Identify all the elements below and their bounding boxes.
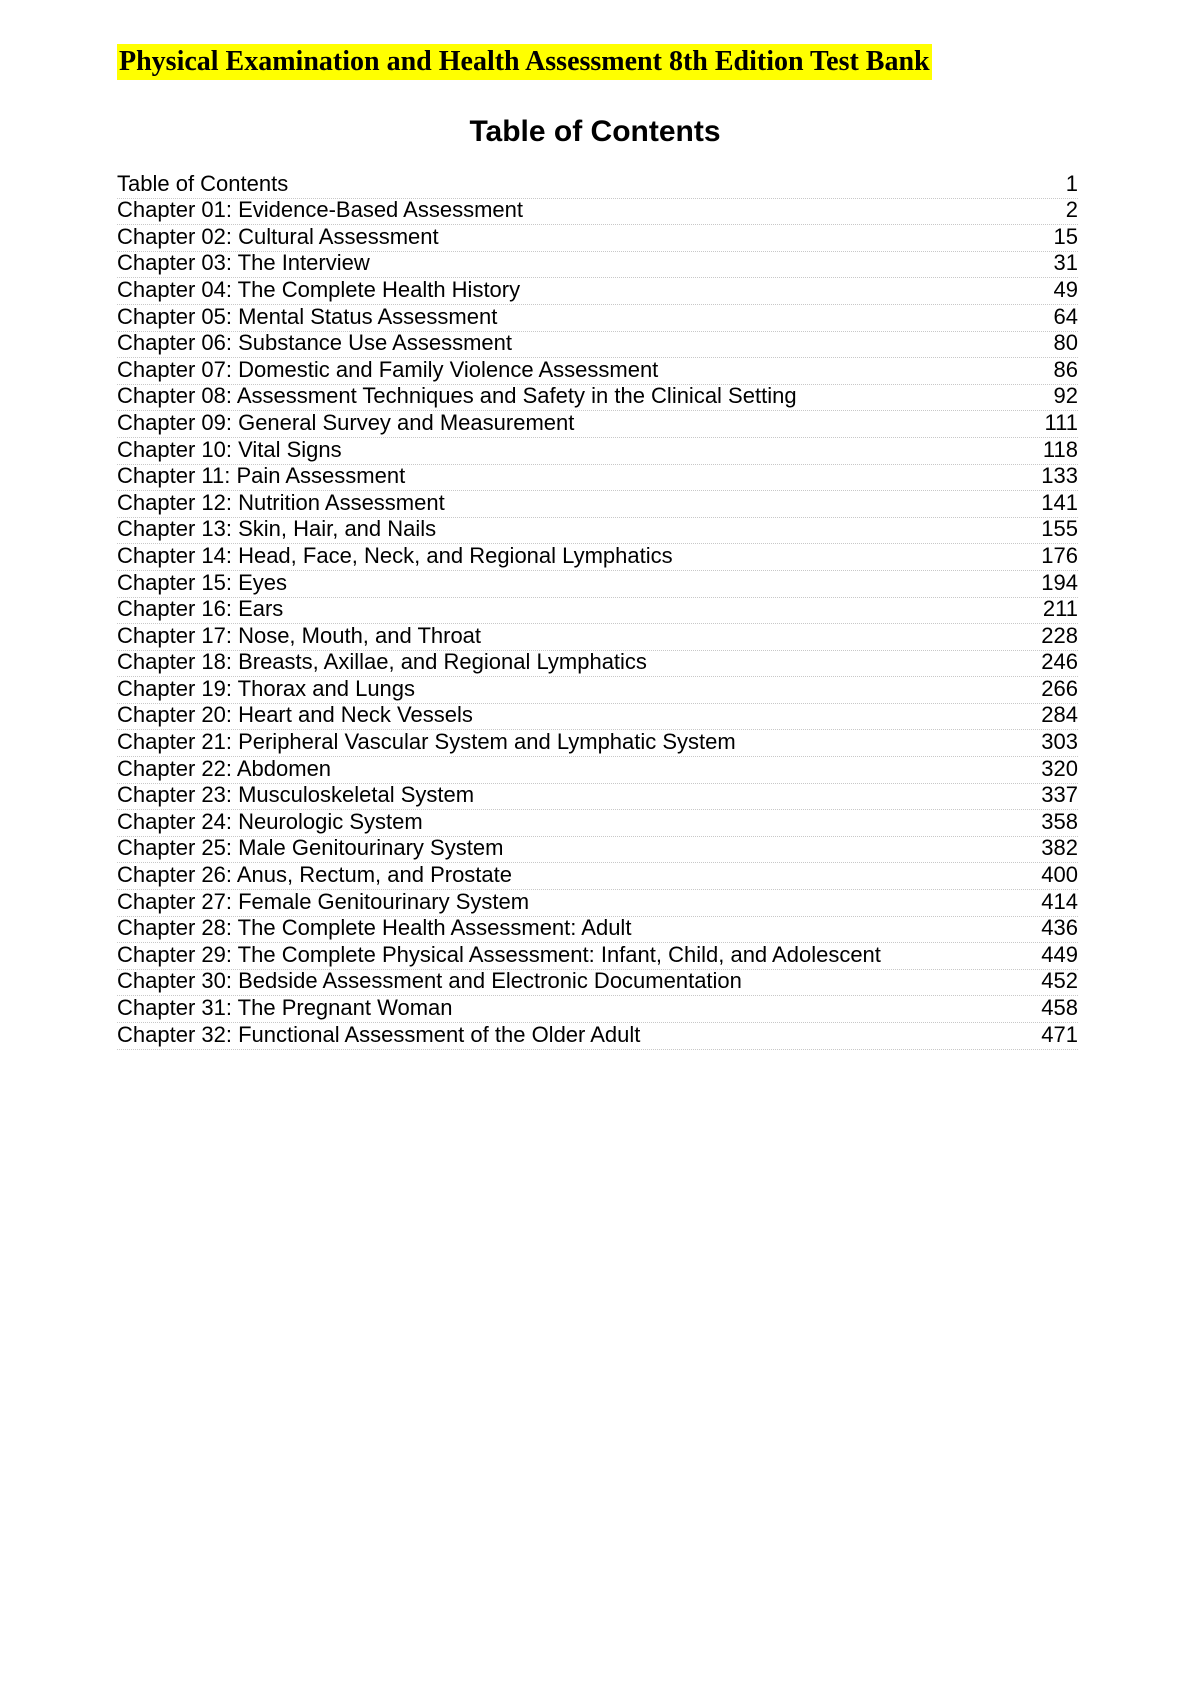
toc-entry-title: Chapter 27: Female Genitourinary System xyxy=(117,888,530,914)
toc-entry-page-number: 449 xyxy=(1041,941,1078,967)
toc-entry-title: Chapter 02: Cultural Assessment xyxy=(117,223,439,249)
toc-entry-title: Chapter 31: The Pregnant Woman xyxy=(117,995,453,1020)
toc-entry[interactable] xyxy=(117,730,1078,757)
toc-entry[interactable] xyxy=(117,704,1078,731)
toc-entry[interactable] xyxy=(117,1023,1078,1050)
toc-entry-title: Chapter 20: Heart and Neck Vessels xyxy=(117,702,473,728)
toc-entry-page-number: 266 xyxy=(1041,675,1078,701)
toc-entry-title: Chapter 18: Breasts, Axillae, and Regional Lymphatics xyxy=(117,649,647,675)
toc-entry[interactable] xyxy=(117,810,1078,837)
toc-entry[interactable] xyxy=(117,996,1078,1023)
toc-entry-title: Chapter 24: Neurologic System xyxy=(117,808,423,834)
toc-entry-page-number: 194 xyxy=(1041,569,1078,595)
toc-entry-title: Chapter 26: Anus, Rectum, and Prostate xyxy=(117,862,513,888)
toc-entry[interactable] xyxy=(117,172,1078,199)
toc-entry-page-number: 118 xyxy=(1042,436,1078,462)
toc-entry-title: Chapter 21: Peripheral Vascular System and Lymphatic System xyxy=(117,729,736,755)
toc-entry-page-number: 320 xyxy=(1041,755,1078,781)
toc-entry-title: Chapter 06: Substance Use Assessment xyxy=(117,330,512,356)
toc-entry[interactable] xyxy=(117,837,1078,864)
toc-entry[interactable] xyxy=(117,757,1078,784)
toc-entry-page-number: 337 xyxy=(1041,782,1078,808)
toc-entry-title: Chapter 11: Pain Assessment xyxy=(117,463,406,489)
toc-entry-title: Chapter 15: Eyes xyxy=(117,569,287,595)
table-of-contents xyxy=(117,172,1078,1050)
toc-entry[interactable] xyxy=(117,571,1078,598)
toc-entry-title: Chapter 19: Thorax and Lungs xyxy=(117,675,416,701)
toc-entry-page-number: 49 xyxy=(1053,276,1078,302)
toc-entry-title: Chapter 22: Abdomen xyxy=(117,755,332,781)
toc-entry[interactable] xyxy=(117,970,1078,997)
toc-entry-page-number: 155 xyxy=(1041,516,1078,542)
toc-entry[interactable] xyxy=(117,544,1078,571)
toc-entry-page-number: 80 xyxy=(1053,330,1078,356)
toc-entry[interactable] xyxy=(117,358,1078,385)
toc-entry-title: Chapter 12: Nutrition Assessment xyxy=(117,489,445,515)
toc-entry[interactable] xyxy=(117,199,1078,226)
toc-entry-page-number: 458 xyxy=(1041,995,1078,1020)
toc-entry[interactable] xyxy=(117,863,1078,890)
toc-entry-title: Chapter 25: Male Genitourinary System xyxy=(117,835,504,861)
toc-entry-page-number: 141 xyxy=(1041,489,1078,515)
toc-entry-page-number: 86 xyxy=(1053,356,1078,382)
toc-entry[interactable] xyxy=(117,890,1078,917)
toc-entry[interactable] xyxy=(117,278,1078,305)
toc-entry-title: Chapter 03: The Interview xyxy=(117,250,370,276)
toc-entry[interactable] xyxy=(117,651,1078,678)
toc-entry-title: Chapter 17: Nose, Mouth, and Throat xyxy=(117,622,482,648)
toc-entry-title: Table of Contents xyxy=(117,170,289,196)
toc-heading: Table of Contents xyxy=(469,115,721,148)
toc-entry[interactable] xyxy=(117,677,1078,704)
toc-entry-title: Chapter 14: Head, Face, Neck, and Regional Lymphatics xyxy=(117,542,673,568)
toc-entry-title: Chapter 08: Assessment Techniques and Safety in the Clinical Setting xyxy=(117,383,797,409)
toc-entry-page-number: 358 xyxy=(1041,808,1078,834)
toc-entry[interactable] xyxy=(117,598,1078,625)
toc-entry[interactable] xyxy=(117,491,1078,518)
toc-entry[interactable] xyxy=(117,411,1078,438)
toc-entry-page-number: 133 xyxy=(1041,463,1078,489)
toc-entry-page-number: 176 xyxy=(1041,542,1078,568)
toc-entry-title: Chapter 28: The Complete Health Assessment: Adult xyxy=(117,915,632,941)
toc-entry-page-number: 303 xyxy=(1041,729,1078,755)
toc-entry-page-number: 228 xyxy=(1041,622,1078,648)
toc-entry-title: Chapter 07: Domestic and Family Violence Assessment xyxy=(117,356,659,382)
document-title: Physical Examination and Health Assessment 8th Edition Test Bank xyxy=(117,44,932,80)
toc-entry[interactable] xyxy=(117,385,1078,412)
toc-entry-page-number: 1 xyxy=(1065,170,1078,196)
toc-entry[interactable] xyxy=(117,943,1078,970)
toc-entry-title: Chapter 10: Vital Signs xyxy=(117,436,342,462)
toc-entry-title: Chapter 29: The Complete Physical Assessment: Infant, Child, and Adolescent xyxy=(117,941,881,967)
toc-entry-title: Chapter 05: Mental Status Assessment xyxy=(117,303,498,329)
toc-entry-page-number: 111 xyxy=(1044,409,1078,435)
toc-entry-page-number: 284 xyxy=(1041,702,1078,728)
toc-entry[interactable] xyxy=(117,438,1078,465)
toc-entry-page-number: 15 xyxy=(1053,223,1078,249)
toc-entry-title: Chapter 30: Bedside Assessment and Electronic Documentation xyxy=(117,968,742,994)
toc-entry[interactable] xyxy=(117,624,1078,651)
toc-entry-page-number: 414 xyxy=(1041,888,1078,914)
toc-entry-title: Chapter 01: Evidence-Based Assessment xyxy=(117,197,524,223)
toc-entry[interactable] xyxy=(117,917,1078,944)
toc-entry-title: Chapter 13: Skin, Hair, and Nails xyxy=(117,516,437,542)
toc-entry-page-number: 400 xyxy=(1041,862,1078,888)
toc-entry[interactable] xyxy=(117,305,1078,332)
toc-entry-page-number: 452 xyxy=(1041,968,1078,994)
toc-entry-page-number: 2 xyxy=(1065,197,1078,223)
toc-entry-title: Chapter 16: Ears xyxy=(117,596,284,622)
toc-entry[interactable] xyxy=(117,225,1078,252)
toc-entry-title: Chapter 04: The Complete Health History xyxy=(117,276,521,302)
toc-entry-page-number: 31 xyxy=(1053,250,1078,276)
toc-entry-title: Chapter 23: Musculoskeletal System xyxy=(117,782,475,808)
toc-entry-page-number: 211 xyxy=(1042,596,1078,622)
toc-entry[interactable] xyxy=(117,518,1078,545)
toc-entry[interactable] xyxy=(117,252,1078,279)
toc-entry-title: Chapter 32: Functional Assessment of the Older Adult xyxy=(117,1021,641,1047)
toc-entry-page-number: 246 xyxy=(1041,649,1078,675)
toc-entry-page-number: 92 xyxy=(1053,383,1078,409)
toc-entry-title: Chapter 09: General Survey and Measurement xyxy=(117,409,575,435)
toc-entry[interactable] xyxy=(117,332,1078,359)
toc-entry-page-number: 436 xyxy=(1041,915,1078,941)
toc-entry[interactable] xyxy=(117,465,1078,492)
toc-entry-page-number: 382 xyxy=(1041,835,1078,861)
toc-entry-page-number: 64 xyxy=(1053,303,1078,329)
toc-entry[interactable] xyxy=(117,784,1078,811)
toc-entry-page-number: 471 xyxy=(1041,1021,1078,1047)
